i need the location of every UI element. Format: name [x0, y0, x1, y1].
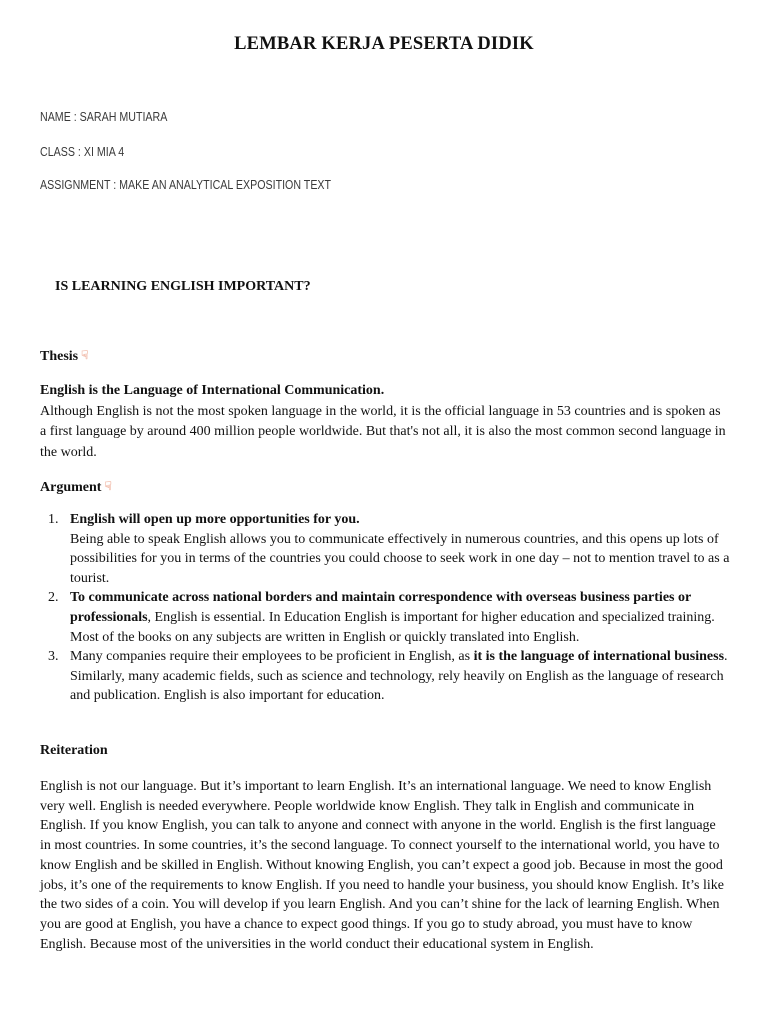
list-number: 2.: [48, 590, 59, 606]
student-class: CLASS : XI MIA 4: [40, 144, 125, 159]
thesis-lead: English is the Language of International Communication.: [40, 383, 385, 398]
reiteration-paragraph: English is not our language. But it’s important to learn English. It’s an international language. We need to know English very well. English is needed everywhere. People worldwide know English. They talk in English and communicate in English. If you know English, you can talk to anyone and connect with anyone in the world. English is the first language in most countries. In some countries, it’s the second language. To connect yourself to the international world, you have to know English and be skilled in English. Without knowing English, you can’t expect a good job. Because in most the good jobs, it’s one of the requirements to know English. If you need to handle your business, you should know English. It’s like the two sides of a coin. You will develop if you learn English. And you can’t shine for the lack of learning English. When you are good at English, you have a chance to expect good things. If you go to study abroad, you must have to know English. Because most of the universities in the world conduct their educational system in English.: [40, 779, 724, 952]
thesis-label-text: Thesis: [40, 349, 79, 364]
argument-list: [40, 510, 730, 706]
argument-point-bold: it is the language of international business: [473, 649, 725, 665]
argument-item-2: [40, 588, 730, 647]
hand-pointing-down-icon: ☟: [104, 479, 112, 493]
list-number: 1.: [48, 512, 59, 527]
thesis-body: Although English is not the most spoken language in the world, it is the official language in 53 countries and is spoken as a first language by around 400 million people worldwide. But that's not all, it is also the most common second language in the world.: [40, 403, 726, 460]
document-title: LEMBAR KERJA PESERTA DIDIK: [234, 34, 534, 54]
argument-point-text: , English is essential. In Education English is important for higher education and specialized training. Most of the books on any subjects are written in English or quickly translated into English.: [70, 609, 715, 645]
argument-point-bold: English will open up more opportunities for you.: [70, 512, 360, 527]
reiteration-label: Reiteration: [40, 743, 108, 758]
thesis-paragraph: [40, 381, 730, 463]
argument-point-text: Being able to speak English allows you to communicate effectively in numerous countries, and this opens up lots of possibilities for you in terms of the countries you could choose to seek work in one day – not to mention travel to as a tourist.: [70, 531, 730, 586]
student-name: NAME : SARAH MUTIARA: [40, 109, 168, 124]
argument-item-3: [40, 647, 730, 706]
assignment-line: ASSIGNMENT : MAKE AN ANALYTICAL EXPOSITION TEXT: [40, 177, 332, 192]
argument-point-bold: To communicate across national borders and maintain correspondence with overseas business parties or professionals: [70, 590, 691, 625]
argument-point-text-end: . Similarly, many academic fields, such as science and technology, rely heavily on English as the language of research and publication. English is also important for education.: [70, 649, 728, 704]
argument-label-text: Argument: [40, 480, 102, 495]
argument-item-1: [40, 510, 730, 588]
argument-label: [40, 479, 112, 496]
argument-point-text: Many companies require their employees to be proficient in English, as: [70, 649, 474, 665]
list-number: 3.: [48, 649, 59, 665]
hand-pointing-down-icon: ☟: [81, 348, 89, 362]
essay-heading: IS LEARNING ENGLISH IMPORTANT?: [55, 279, 311, 294]
thesis-label: [40, 348, 88, 365]
